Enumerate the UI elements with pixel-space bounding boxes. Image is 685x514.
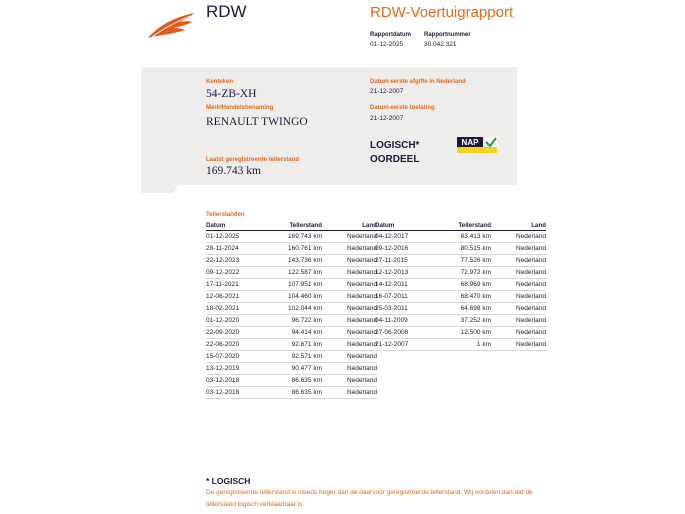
cell-date: 14-12-2011 [375,279,433,291]
organization-name: RDW [206,2,247,21]
column-header-reading: Tellerstand [264,220,322,231]
cell-country: Nederland [322,351,377,363]
plate-value: 54-ZB-XH [206,88,257,100]
column-header-date: Datum [206,220,264,231]
cell-date: 17-11-2021 [206,279,264,291]
cell-date: 12-12-2013 [375,267,433,279]
plate-label: Kenteken [206,79,234,85]
cell-country: Nederland [322,387,377,399]
cell-reading: 143.736 km [264,255,322,267]
table-row [375,267,546,279]
table-row [375,255,546,267]
table-row [206,243,377,255]
cell-reading: 169.743 km [264,231,322,243]
cell-date: 15-07-2020 [206,351,264,363]
cell-date: 18-02-2021 [206,303,264,315]
cell-reading: 12.500 km [433,327,491,339]
table-row [206,339,377,351]
panel-tab [141,185,179,193]
cell-date: 27-11-2015 [375,255,433,267]
cell-reading: 80.515 km [433,243,491,255]
cell-country: Nederland [322,243,377,255]
report-number-value: 30.042.321 [424,41,457,48]
first-registration-nl-value: 21-12-2007 [370,88,404,95]
table-row [206,279,377,291]
nap-logo-icon [457,137,497,153]
cell-date: 04-11-2009 [375,315,433,327]
table-row [206,351,377,363]
readings-table-left [206,220,377,399]
cell-country: Nederland [322,231,377,243]
cell-date: 22-09-2020 [206,327,264,339]
column-header-country: Land [322,220,377,231]
make-label: Merk/Handelsbenaming [206,105,274,111]
table-row [206,267,377,279]
verdict-line-2: OORDEEL [370,154,420,165]
cell-date: 01-12-2025 [206,231,264,243]
table-row [375,339,546,351]
table-row [206,231,377,243]
cell-country: Nederland [491,339,546,351]
table-row [206,363,377,375]
cell-reading: 92.671 km [264,339,322,351]
cell-date: 22-12-2023 [206,255,264,267]
odometer-value: 169.743 km [206,165,261,177]
readings-title: Tellerstanden [206,212,245,218]
cell-country: Nederland [322,327,377,339]
table-row [206,315,377,327]
cell-reading: 64.698 km [433,303,491,315]
cell-country: Nederland [322,339,377,351]
cell-date: 09-12-2022 [206,267,264,279]
cell-date: 01-12-2020 [206,315,264,327]
column-header-date: Datum [375,220,433,231]
cell-country: Nederland [322,267,377,279]
cell-reading: 102.044 km [264,303,322,315]
first-admission-label: Datum eerste toelating [370,105,435,111]
column-header-country: Land [491,220,546,231]
cell-date: 09-12-2016 [375,243,433,255]
table-row [375,291,546,303]
cell-country: Nederland [322,303,377,315]
report-title: RDW-Voertuigrapport [370,4,514,21]
table-header-row [375,220,546,231]
nap-logo-text: NAP [461,138,479,147]
report-date-value: 01-12-2025 [370,41,404,48]
first-registration-nl-label: Datum eerste afgifte in Nederland [370,79,466,85]
cell-reading: 86.635 km [264,387,322,399]
footnote-title: * LOGISCH [206,476,251,486]
cell-reading: 83.413 km [433,231,491,243]
footnote-text: De geregistreerde tellerstand is steeds hoger dan de daarvoor geregistreerde tellerstand. Wij oordelen dan dat de tellerstand logisch verklaarbaar is. [206,489,533,508]
report-date-label: Rapportdatum [370,32,411,38]
rdw-logo-icon [146,11,198,41]
cell-date: 13-12-2019 [206,363,264,375]
cell-country: Nederland [491,267,546,279]
cell-reading: 37.252 km [433,315,491,327]
make-value: RENAULT TWINGO [206,116,308,128]
readings-table-right [375,220,546,351]
table-header-row [206,220,377,231]
cell-country: Nederland [322,279,377,291]
cell-country: Nederland [322,315,377,327]
cell-reading: 72.972 km [433,267,491,279]
first-admission-value: 21-12-2007 [370,115,404,122]
cell-country: Nederland [322,363,377,375]
table-row [375,327,546,339]
cell-country: Nederland [322,375,377,387]
cell-reading: 68.969 km [433,279,491,291]
cell-date: 22-08-2020 [206,339,264,351]
table-row [206,375,377,387]
cell-reading: 96.722 km [264,315,322,327]
table-row [206,291,377,303]
table-row [206,255,377,267]
table-row [375,303,546,315]
table-row [206,327,377,339]
cell-reading: 68.470 km [433,291,491,303]
cell-reading: 160.761 km [264,243,322,255]
table-row [375,315,546,327]
cell-country: Nederland [322,291,377,303]
cell-country: Nederland [491,315,546,327]
cell-reading: 77.526 km [433,255,491,267]
verdict-line-1: LOGISCH* [370,140,420,151]
table-row [375,279,546,291]
cell-date: 16-07-2011 [375,291,433,303]
table-row [206,387,377,399]
cell-country: Nederland [491,291,546,303]
cell-country: Nederland [491,327,546,339]
cell-country: Nederland [491,243,546,255]
odometer-label: Laatst geregistreerde tellerstand [206,157,300,163]
table-row [375,243,546,255]
cell-date: 03-12-2018 [206,375,264,387]
table-row [375,231,546,243]
cell-reading: 122.587 km [264,267,322,279]
cell-date: 25-03-2011 [375,303,433,315]
cell-date: 28-11-2024 [206,243,264,255]
cell-reading: 86.635 km [264,375,322,387]
report-number-label: Rapportnummer [424,32,471,38]
cell-date: 27-06-2008 [375,327,433,339]
table-row [206,303,377,315]
cell-reading: 94.414 km [264,327,322,339]
cell-country: Nederland [491,231,546,243]
cell-date: 21-12-2007 [375,339,433,351]
cell-country: Nederland [491,255,546,267]
cell-country: Nederland [491,279,546,291]
cell-reading: 104.460 km [264,291,322,303]
cell-country: Nederland [322,255,377,267]
cell-date: 03-12-2018 [206,387,264,399]
cell-reading: 92.571 km [264,351,322,363]
cell-reading: 107.951 km [264,279,322,291]
cell-date: 12-08-2021 [206,291,264,303]
cell-reading: 1 km [433,339,491,351]
cell-country: Nederland [491,303,546,315]
column-header-reading: Tellerstand [433,220,491,231]
cell-reading: 90.477 km [264,363,322,375]
cell-date: 04-12-2017 [375,231,433,243]
